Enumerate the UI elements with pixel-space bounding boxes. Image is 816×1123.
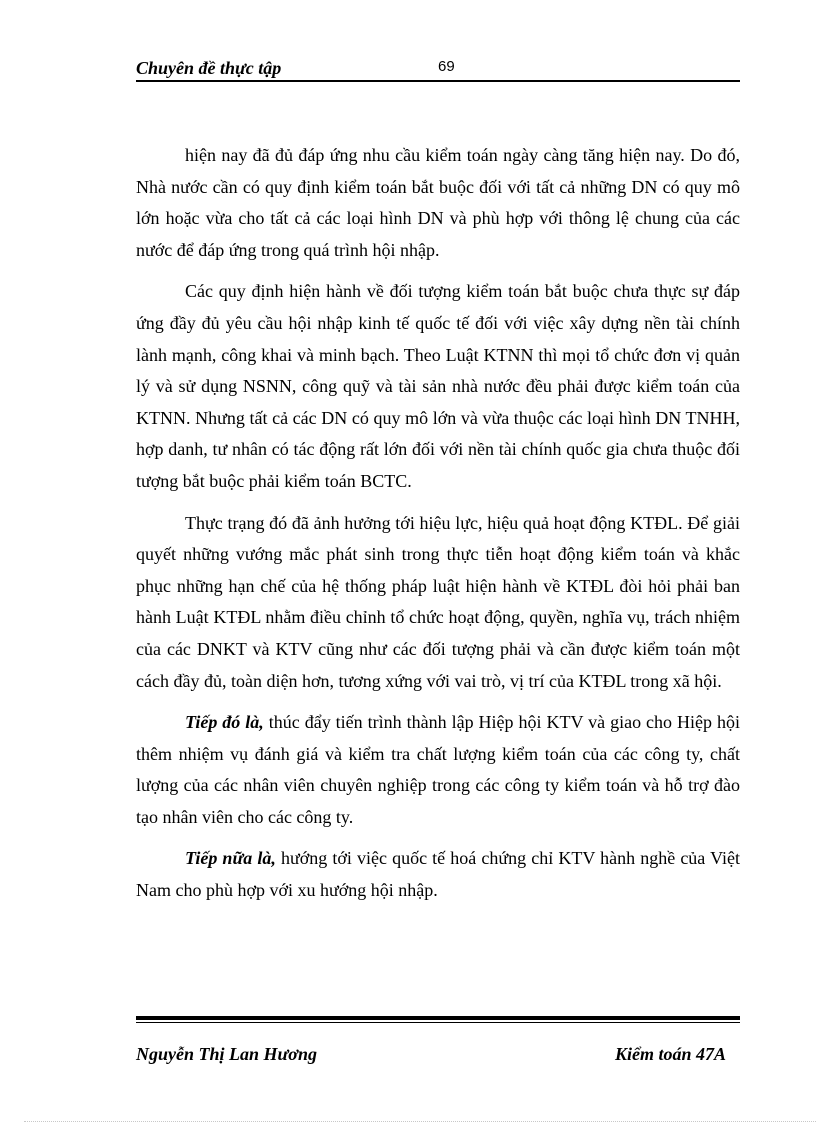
paragraph-text: hướng tới việc quốc tế hoá chứng chỉ KTV hành nghề của Việt Nam cho phù hợp với xu hướng hội nhập. bbox=[136, 848, 740, 901]
footer-divider-thin bbox=[136, 1022, 740, 1023]
document-title: Chuyên đề thực tập bbox=[136, 58, 282, 78]
paragraph-text: thúc đẩy tiến trình thành lập Hiệp hội KTV và giao cho Hiệp hội thêm nhiệm vụ đánh giá và kiểm tra chất lượng kiểm toán của các công ty, chất lượng của các nhân viên chuyên nghiệp trong các công ty kiểm toán và hỗ trợ đào tạo nhân viên cho các công ty. bbox=[136, 712, 740, 827]
paragraph bbox=[136, 508, 740, 698]
class-name: Kiểm toán 47A bbox=[614, 1044, 726, 1064]
paragraph bbox=[136, 843, 740, 906]
paragraph-text: Các quy định hiện hành về đối tượng kiểm toán bắt buộc chưa thực sự đáp ứng đầy đủ yêu cầu hội nhập kinh tế quốc tế đối với việc xây dựng nền tài chính lành mạnh, công khai và minh bạch. Theo Luật KTNN thì mọi tổ chức đơn vị quản lý và sử dụng NSNN, công quỹ và tài sản nhà nước đều phải được kiểm toán của KTNN. Nhưng tất cả các DN có quy mô lớn và vừa thuộc các loại hình DN TNHH, hợp danh, tư nhân có tác động rất lớn đối với nền tài chính quốc gia chưa thuộc đối tượng bắt buộc phải kiểm toán BCTC. bbox=[136, 281, 740, 491]
footer-divider-thick bbox=[136, 1016, 740, 1020]
page-number: 69 bbox=[438, 58, 455, 75]
author-name: Nguyễn Thị Lan Hương bbox=[136, 1044, 317, 1064]
document-body bbox=[136, 140, 740, 917]
paragraph-lead: Tiếp nữa là, bbox=[185, 848, 276, 869]
paragraph-text: hiện nay đã đủ đáp ứng nhu cầu kiểm toán ngày càng tăng hiện nay. Do đó, Nhà nước cần có quy định kiểm toán bắt buộc đối với tất cả những DN có quy mô lớn hoặc vừa cho tất cả các loại hình DN và phù hợp với thông lệ chung của các nước để đáp ứng trong quá trình hội nhập. bbox=[136, 145, 740, 260]
paragraph-text: Thực trạng đó đã ảnh hưởng tới hiệu lực, hiệu quả hoạt động KTĐL. Để giải quyết những vướng mắc phát sinh trong thực tiễn hoạt động kiểm toán và khắc phục những hạn chế của hệ thống pháp luật hiện hành về KTĐL đòi hỏi phải ban hành Luật KTĐL nhằm điều chỉnh tổ chức hoạt động, quyền, nghĩa vụ, trách nhiệm của các DNKT và KTV cũng như các đối tượng phải và cần được kiểm toán một cách đầy đủ, toàn diện hơn, tương xứng với vai trò, vị trí của KTĐL trong xã hội. bbox=[136, 512, 740, 691]
page-edge-divider bbox=[24, 1121, 816, 1122]
paragraph bbox=[136, 276, 740, 497]
page-header bbox=[136, 56, 740, 82]
header-divider bbox=[136, 80, 740, 82]
paragraph-lead: Tiếp đó là, bbox=[185, 712, 264, 733]
page-footer bbox=[136, 1044, 740, 1070]
paragraph bbox=[136, 707, 740, 833]
paragraph bbox=[136, 140, 740, 266]
